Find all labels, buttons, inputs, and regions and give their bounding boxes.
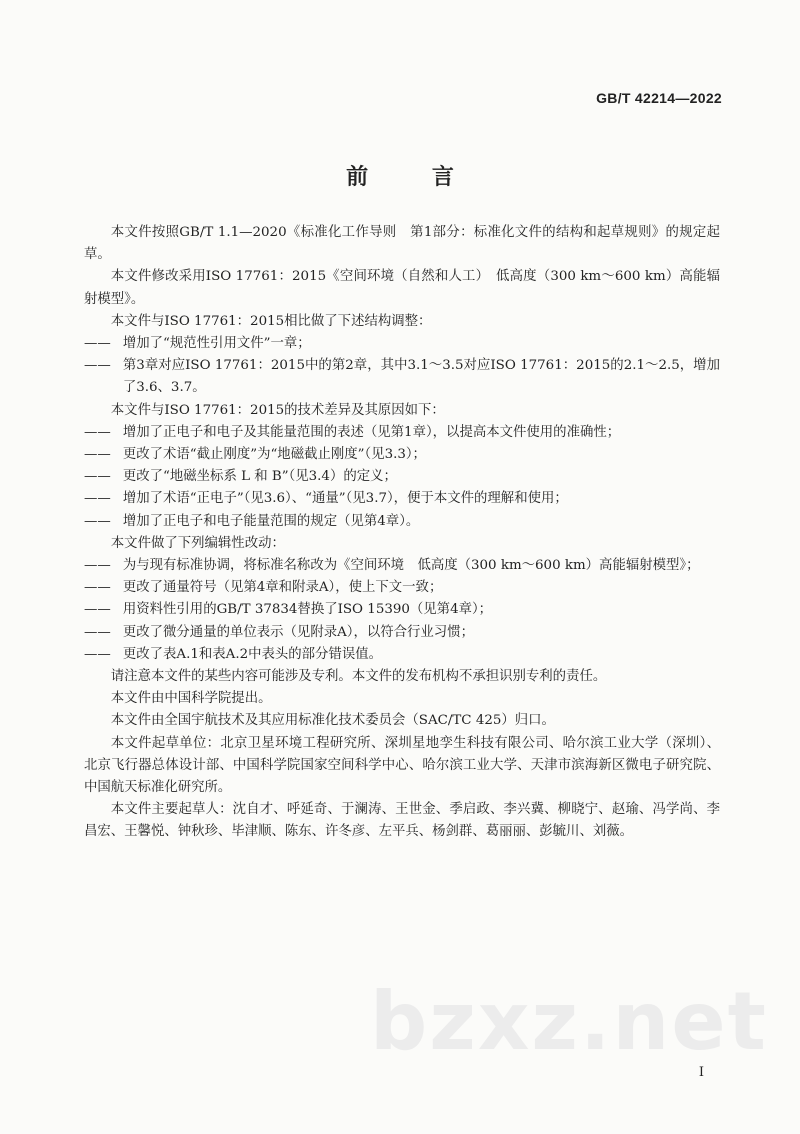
watermark: bzxz.net: [370, 975, 768, 1068]
paragraph-drafters: 本文件主要起草人：沈自才、呼延奇、于澜涛、王世金、季启政、李兴冀、柳晓宁、赵瑜、冯学尚、李昌宏、王馨悦、钟秋珍、毕津顺、陈东、许冬彦、左平兵、杨剑群、葛丽丽、彭毓川、刘薇。: [84, 802, 720, 840]
list-item: —— 用资料性引用的GB/T 37834替换了ISO 15390（见第4章）；: [84, 602, 493, 618]
list-item: —— 为与现有标准协调，将标准名称改为《空间环境 低高度（300 km～600 km）高能辐射模型》；: [84, 558, 700, 574]
paragraph-drafting-units: 本文件起草单位：北京卫星环境工程研究所、深圳星地孪生科技有限公司、哈尔滨工业大学（深圳）、北京飞行器总体设计部、中国科学院国家空间科学中心、哈尔滨工业大学、天津市滨海新区微电子研究院、中国航天标准化研究所。: [84, 735, 720, 796]
paragraph-structure-intro: 本文件与ISO 17761：2015相比做了下述结构调整：: [110, 313, 432, 329]
list-item: —— 第3章对应ISO 17761：2015中的第2章，其中3.1～3.5对应ISO 17761：2015的2.1～2.5，增加了3.6、3.7。: [84, 358, 720, 396]
foreword-body: [84, 222, 720, 844]
paragraph-proposer: 本文件由中国科学院提出。: [110, 691, 272, 707]
list-item: —— 增加了正电子和电子能量范围的规定（见第4章）。: [84, 513, 420, 529]
list-item: —— 更改了“地磁坐标系 L 和 B”（见3.4）的定义；: [84, 469, 397, 485]
page-number: I: [698, 1065, 704, 1080]
list-item: —— 更改了微分通量的单位表示（见附录A），以符合行业习惯；: [84, 624, 474, 640]
list-item: —— 增加了正电子和电子及其能量范围的表述（见第1章），以提高本文件使用的准确性；: [84, 424, 621, 440]
list-item: —— 增加了术语“正电子”（见3.6）、“通量”（见3.7），便于本文件的理解和使用；: [84, 491, 568, 507]
standard-number: GB/T 42214—2022: [596, 90, 722, 106]
paragraph-adoption: 本文件修改采用ISO 17761：2015《空间环境（自然和人工） 低高度（300 km～600 km）高能辐射模型》。: [84, 269, 720, 307]
list-item: —— 更改了通量符号（见第4章和附录A），使上下文一致；: [84, 580, 443, 596]
paragraph-tech-intro: 本文件与ISO 17761：2015的技术差异及其原因如下：: [110, 402, 445, 418]
list-item: —— 增加了“规范性引用文件”一章；: [84, 336, 311, 352]
list-item: —— 更改了表A.1和表A.2中表头的部分错误值。: [84, 646, 383, 662]
paragraph-patent-notice: 请注意本文件的某些内容可能涉及专利。本文件的发布机构不承担识别专利的责任。: [110, 669, 607, 685]
list-item: —— 更改了术语“截止刚度”为“地磁截止刚度”（见3.3）；: [84, 447, 426, 463]
paragraph-edit-intro: 本文件做了下列编辑性改动：: [110, 535, 285, 551]
paragraph-committee: 本文件由全国宇航技术及其应用标准化技术委员会（SAC/TC 425）归口。: [110, 713, 555, 729]
paragraph-drafting-rule: 本文件按照GB/T 1.1—2020《标准化工作导则 第1部分：标准化文件的结构和起草规则》的规定起草。: [84, 225, 720, 263]
page-title: 前 言: [346, 165, 482, 190]
